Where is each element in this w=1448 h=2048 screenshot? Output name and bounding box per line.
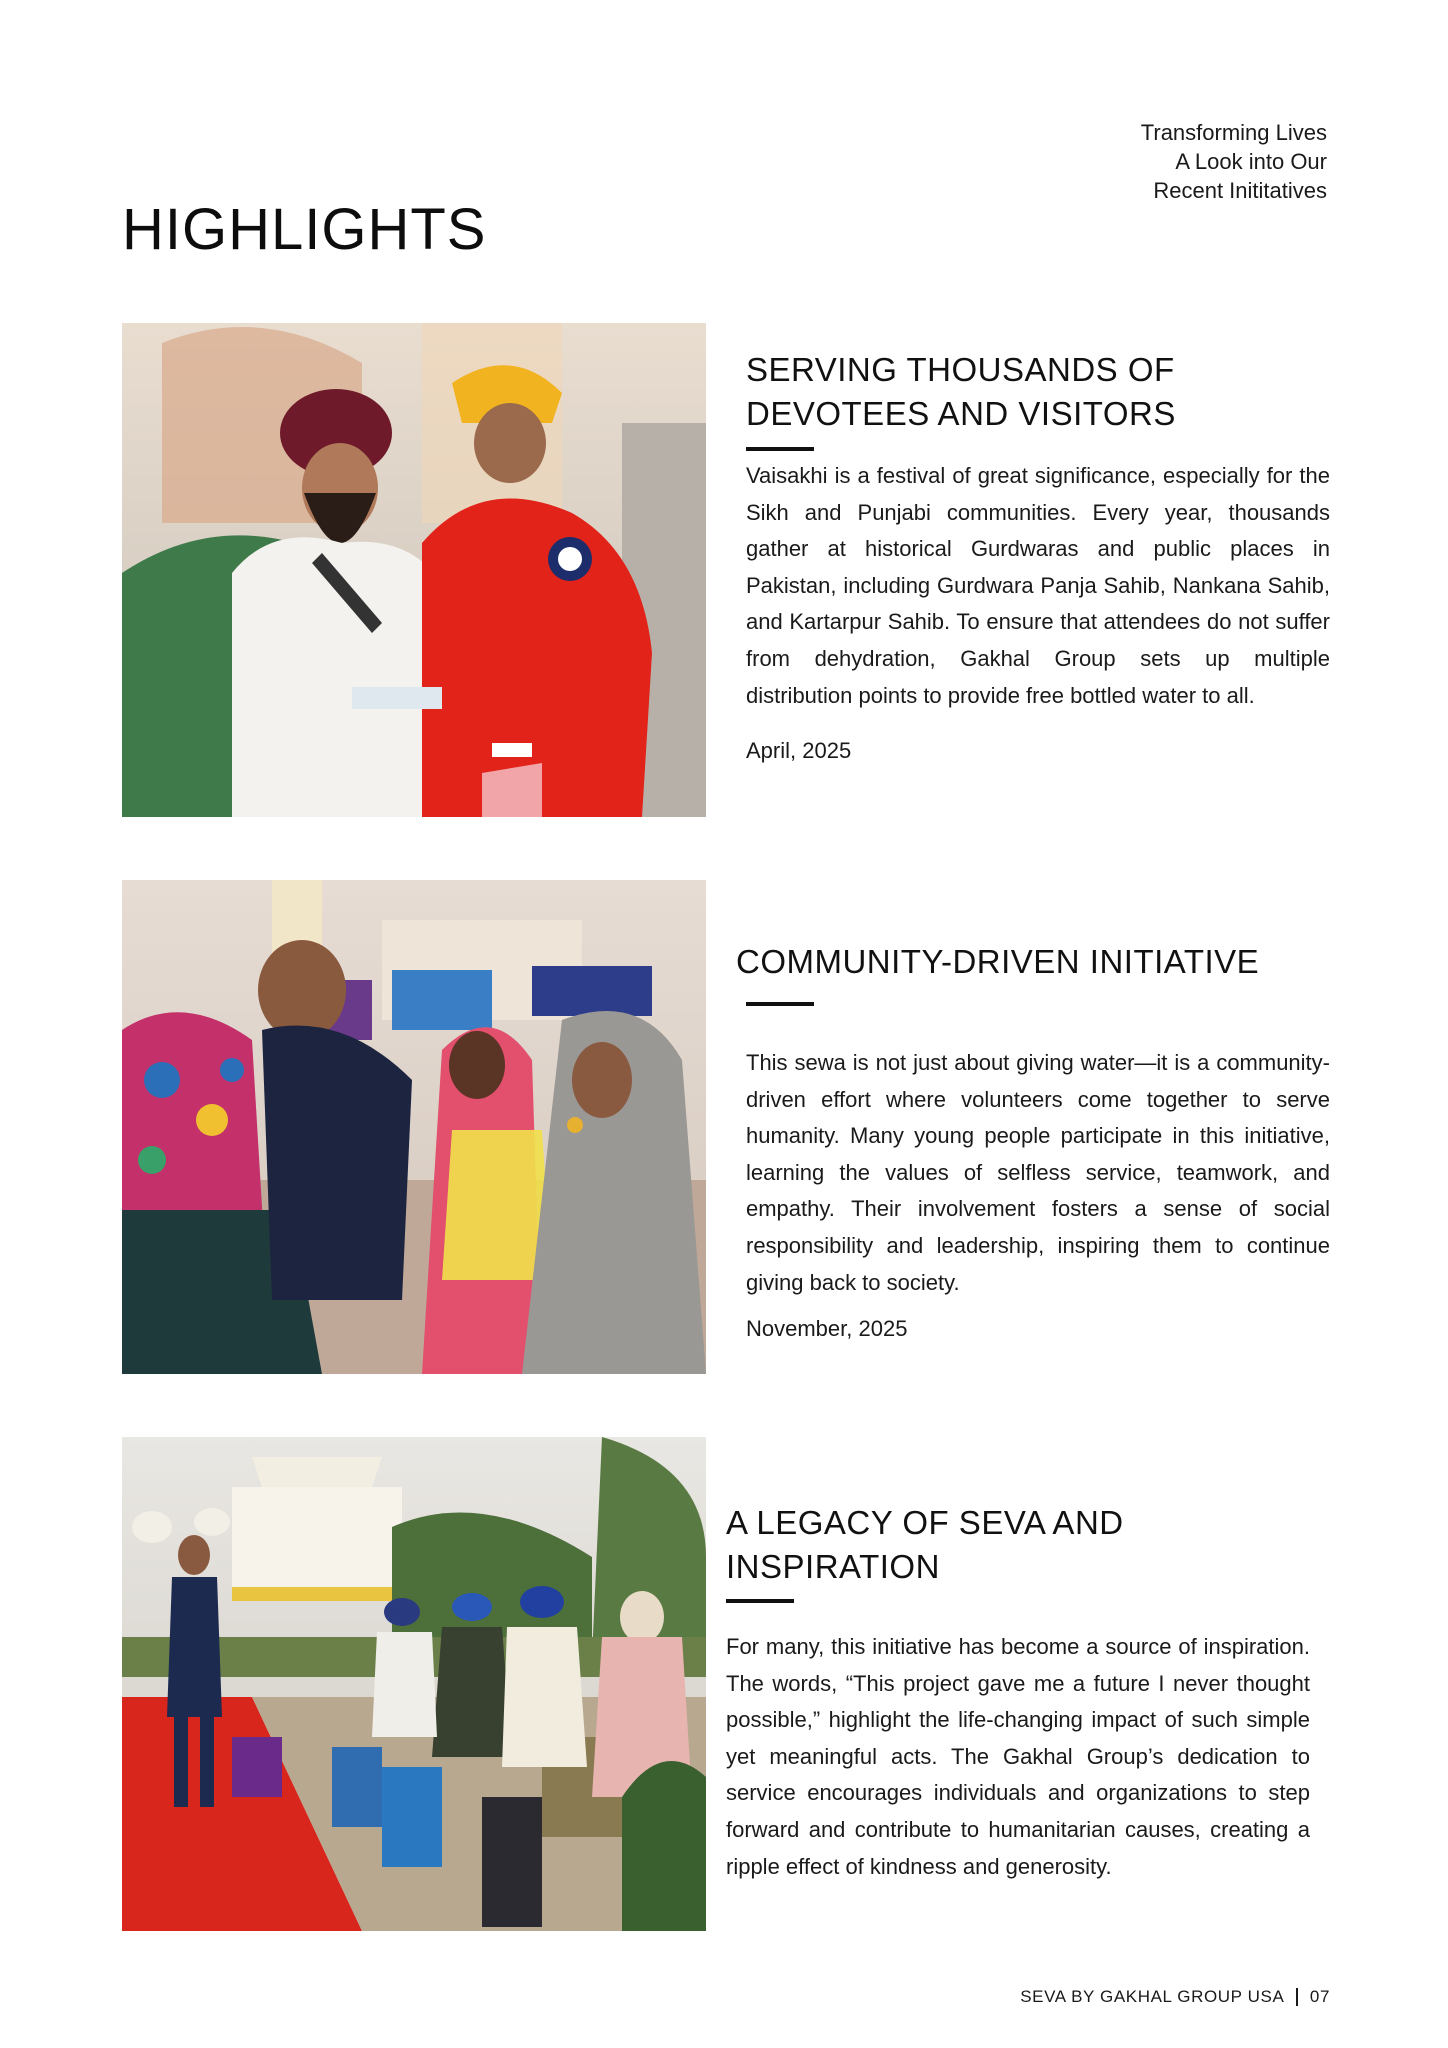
section-3-rule [726, 1599, 794, 1603]
photo-community-volunteers [122, 880, 706, 1374]
section-1-date: April, 2025 [746, 738, 852, 763]
photo-pilgrims-gathering [122, 1437, 706, 1931]
section-2-date: November, 2025 [746, 1316, 908, 1341]
tagline-line-2: A Look into Our [1175, 149, 1327, 174]
section-2-rule [746, 1002, 814, 1006]
section-2-body: This sewa is not just about giving water—it is a community-driven effort where volunteers come together to serve humanity. Many young people participate in this initiative, learning the values of selfless service, teamwork, and empathy. Their involvement fosters a sense of social responsibility and leadership, inspiring them to continue giving back to society. [746, 1050, 1330, 1295]
photo-water-distribution [122, 323, 706, 817]
section-1-rule [746, 447, 814, 451]
section-1-body: Vaisakhi is a festival of great significance, especially for the Sikh and Punjabi communities. Every year, thousands gather at historical Gurdwaras and public places in Pakistan, including Gurdwara Panja Sahib, Nankana Sahib, and Kartarpur Sahib. To ensure that attendees do not suffer from dehydration, Gakhal Group sets up multiple distribution points to provide free bottled water to all. [746, 463, 1330, 708]
header-tagline [907, 118, 1327, 205]
footer-page-number: 07 [1309, 1987, 1330, 2006]
section-2-title: COMMUNITY-DRIVEN INITIATIVE [736, 943, 1260, 980]
section-1-title: SERVING THOUSANDS OF DEVOTEES AND VISITORS [746, 351, 1176, 432]
tagline-line-1: Transforming Lives [1140, 120, 1327, 145]
section-3-title: A LEGACY OF SEVA AND INSPIRATION [726, 1504, 1124, 1585]
section-3-body: For many, this initiative has become a source of inspiration. The words, “This project gave me a future I never thought possible,” highlight the life-changing impact of such simple yet meaningful acts. The Gakhal Group’s dedication to service encourages individuals and organizations to step forward and contribute to humanitarian causes, creating a ripple effect of kindness and generosity. [726, 1634, 1310, 1879]
tagline-line-3: Recent Inititatives [1153, 178, 1327, 203]
footer-publication: SEVA BY GAKHAL GROUP USA [1020, 1987, 1285, 2006]
page-title: HIGHLIGHTS [122, 197, 487, 262]
footer-separator [1296, 1988, 1298, 2006]
page-footer [1020, 1987, 1330, 2007]
